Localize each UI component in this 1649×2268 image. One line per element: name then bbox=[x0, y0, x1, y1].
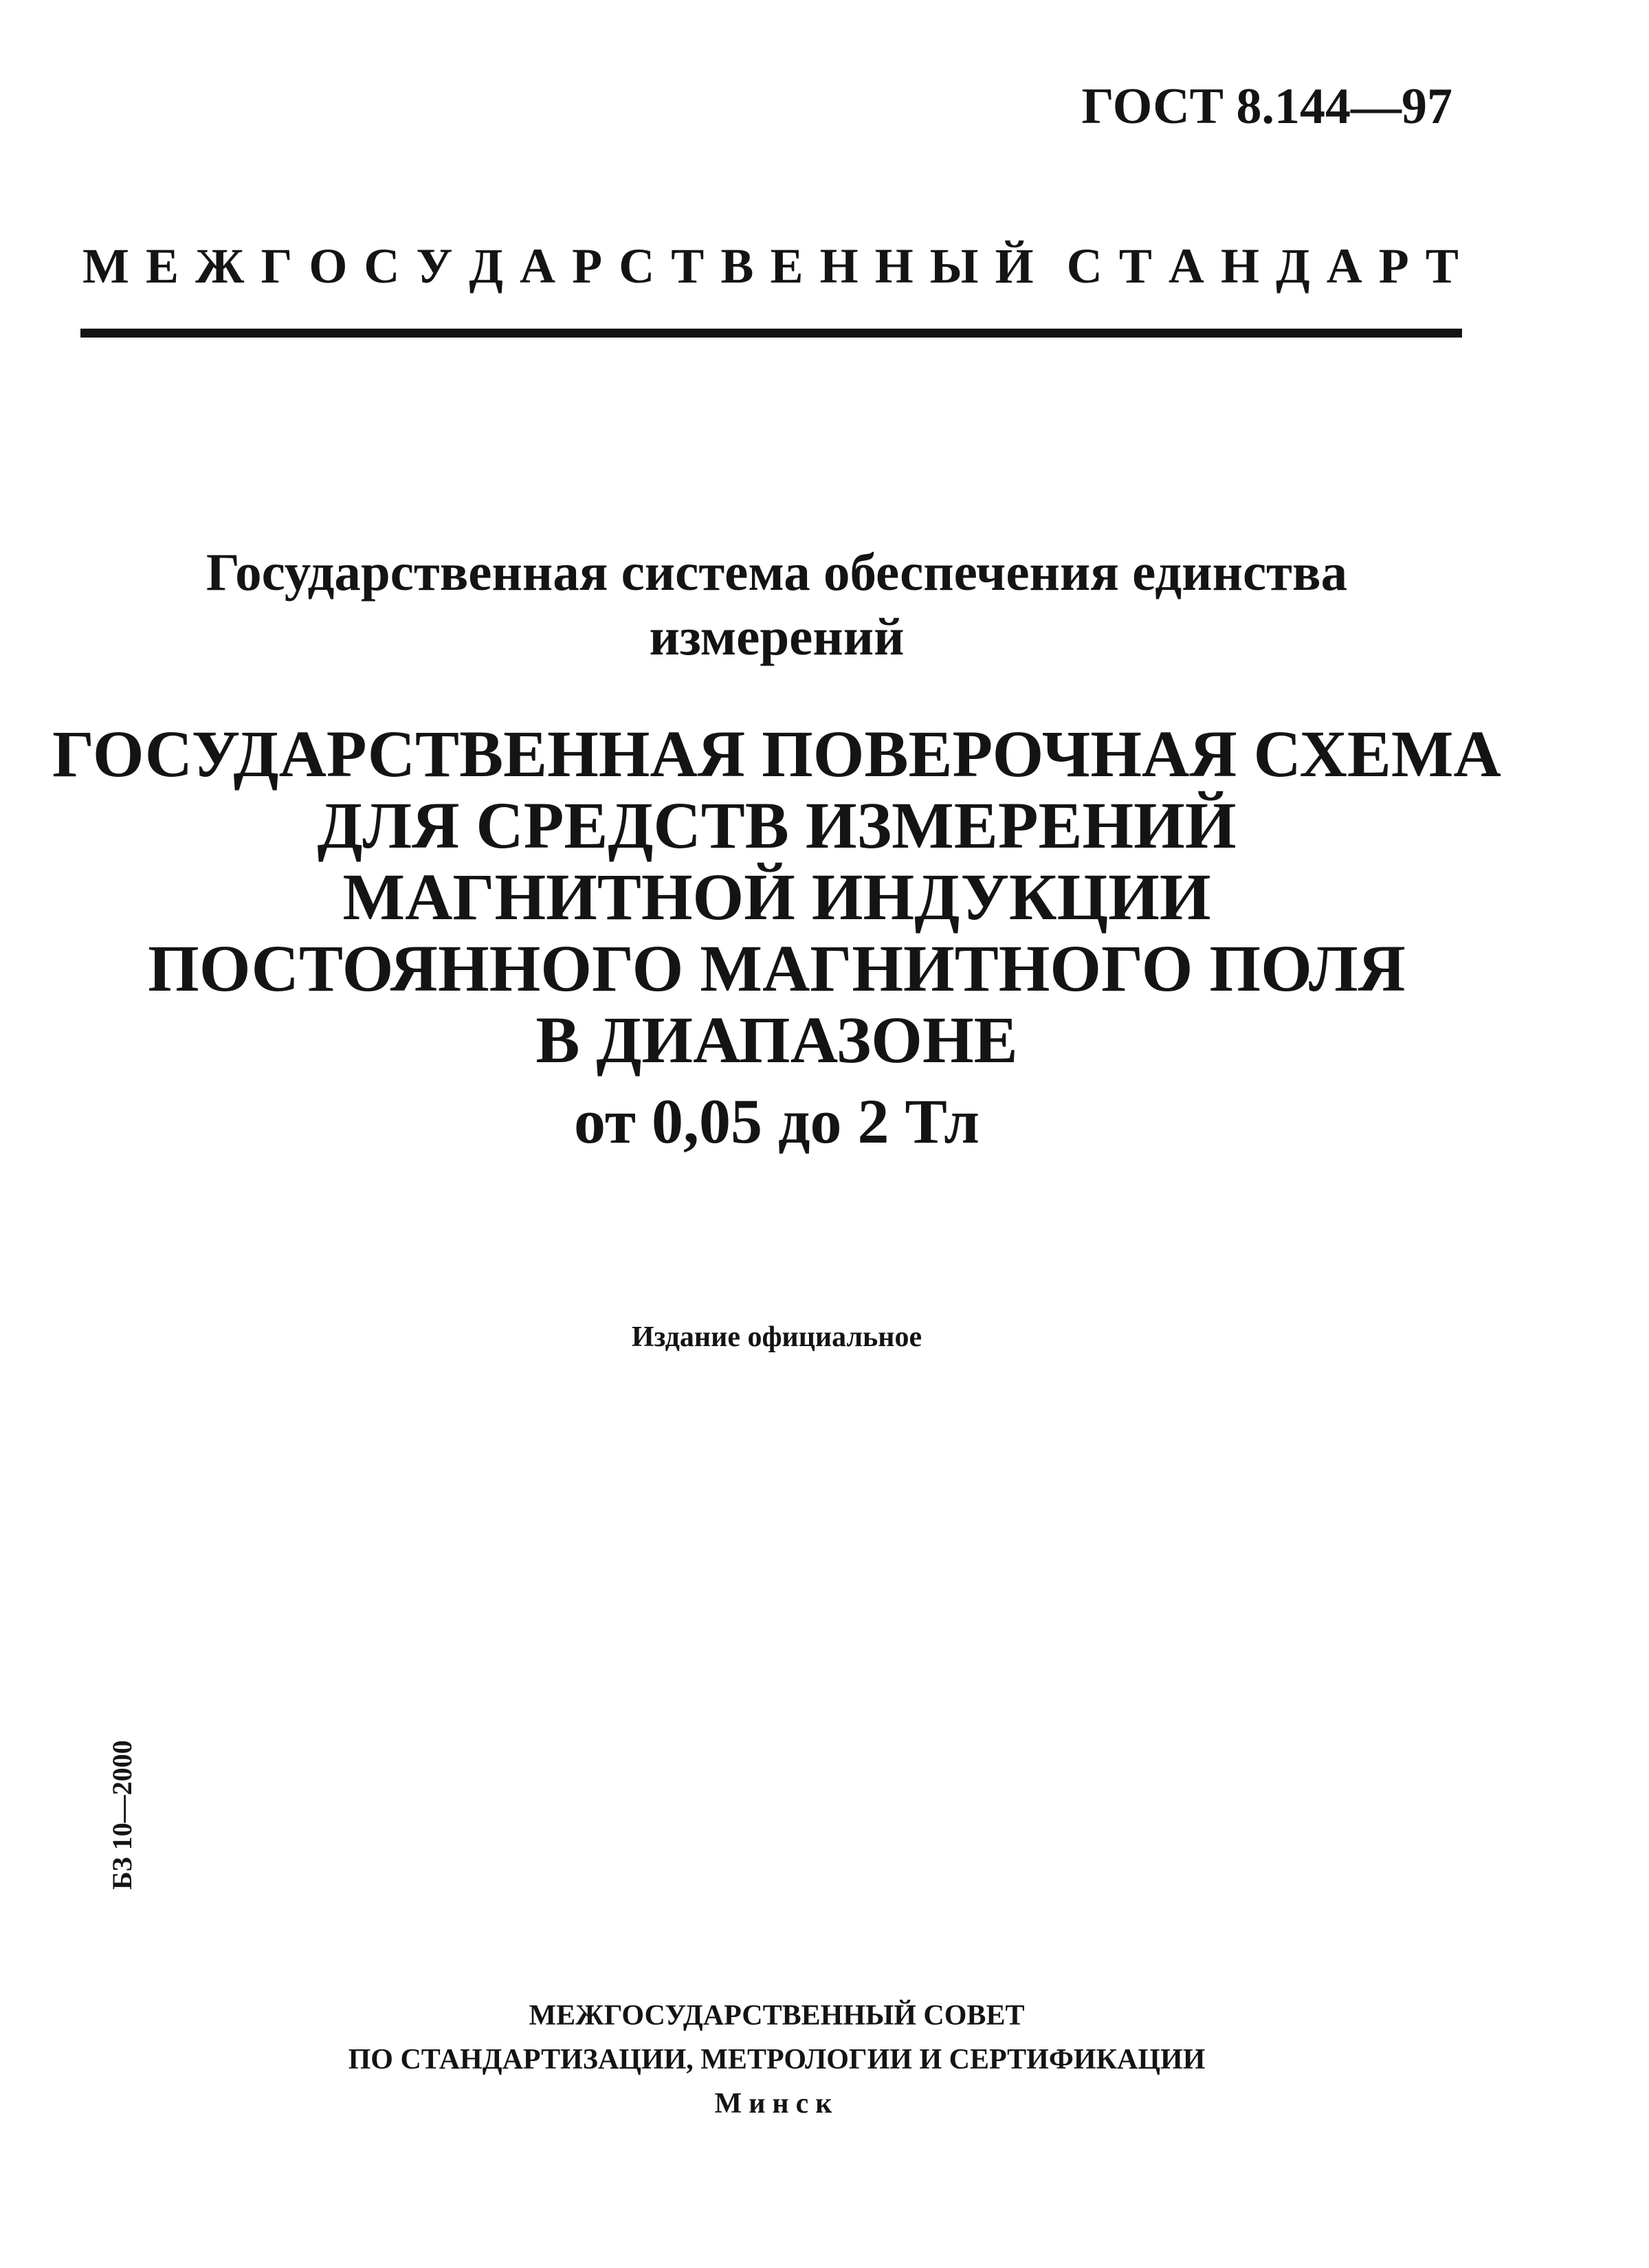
header-letter: Е bbox=[770, 239, 804, 294]
edition-note: Издание официальное bbox=[631, 1321, 922, 1353]
header-letter: В bbox=[720, 239, 754, 294]
header-letter: Ы bbox=[929, 239, 979, 294]
header-rule bbox=[80, 329, 1462, 338]
publisher-city: Минск bbox=[714, 2088, 839, 2120]
document-title bbox=[0, 718, 1553, 1076]
header-letter: С bbox=[364, 239, 400, 294]
header-letter: Е bbox=[146, 239, 179, 294]
header-letter: Р bbox=[572, 239, 603, 294]
publisher-block bbox=[0, 1994, 1553, 2126]
header-letter: Д bbox=[1276, 239, 1310, 294]
header-letter: А bbox=[1168, 239, 1204, 294]
publisher-line: ПО СТАНДАРТИЗАЦИИ, МЕТРОЛОГИИ И СЕРТИФИКАЦИИ bbox=[348, 2044, 1206, 2076]
title-line: ПОСТОЯННОГО МАГНИТНОГО ПОЛЯ bbox=[148, 932, 1406, 1005]
header-letter: Н bbox=[1221, 239, 1260, 294]
title-line: В ДИАПАЗОНЕ bbox=[535, 1003, 1018, 1077]
header-letter: А bbox=[520, 239, 556, 294]
header-letter: У bbox=[416, 239, 453, 294]
standard-designation: ГОСТ 8.144—97 bbox=[1081, 78, 1452, 135]
header-letter: Т bbox=[1118, 239, 1152, 294]
header-letter: Д bbox=[469, 239, 503, 294]
header-letter: М bbox=[82, 239, 129, 294]
series-subtitle bbox=[0, 540, 1553, 669]
header-letter: Т bbox=[671, 239, 705, 294]
subtitle-line: измерений bbox=[649, 607, 905, 666]
header-letter: Й bbox=[995, 239, 1034, 294]
header-letter: Р bbox=[1378, 239, 1409, 294]
publisher-line: МЕЖГОСУДАРСТВЕННЫЙ СОВЕТ bbox=[529, 2000, 1025, 2032]
side-code: БЗ 10—2000 bbox=[107, 1740, 137, 1890]
header-letter: Г bbox=[261, 239, 293, 294]
header-letter: А bbox=[1326, 239, 1362, 294]
title-range: от 0,05 до 2 Тл bbox=[574, 1086, 980, 1156]
subtitle-line: Государственная система обеспечения единства bbox=[206, 542, 1348, 602]
title-line: МАГНИТНОЙ ИНДУКЦИИ bbox=[342, 860, 1211, 934]
header-letter: О bbox=[309, 239, 348, 294]
header-letter: С bbox=[619, 239, 655, 294]
title-line: ГОСУДАРСТВЕННАЯ ПОВЕРОЧНАЯ СХЕМА bbox=[52, 717, 1501, 791]
header-letter: Т bbox=[1425, 239, 1459, 294]
header-letter: Н bbox=[874, 239, 914, 294]
header-letter: С bbox=[1066, 239, 1103, 294]
title-line: ДЛЯ СРЕДСТВ ИЗМЕРЕНИЙ bbox=[317, 789, 1237, 862]
header-letter: Ж bbox=[195, 239, 245, 294]
standard-type-header bbox=[82, 235, 1459, 297]
header-letter: Н bbox=[819, 239, 859, 294]
